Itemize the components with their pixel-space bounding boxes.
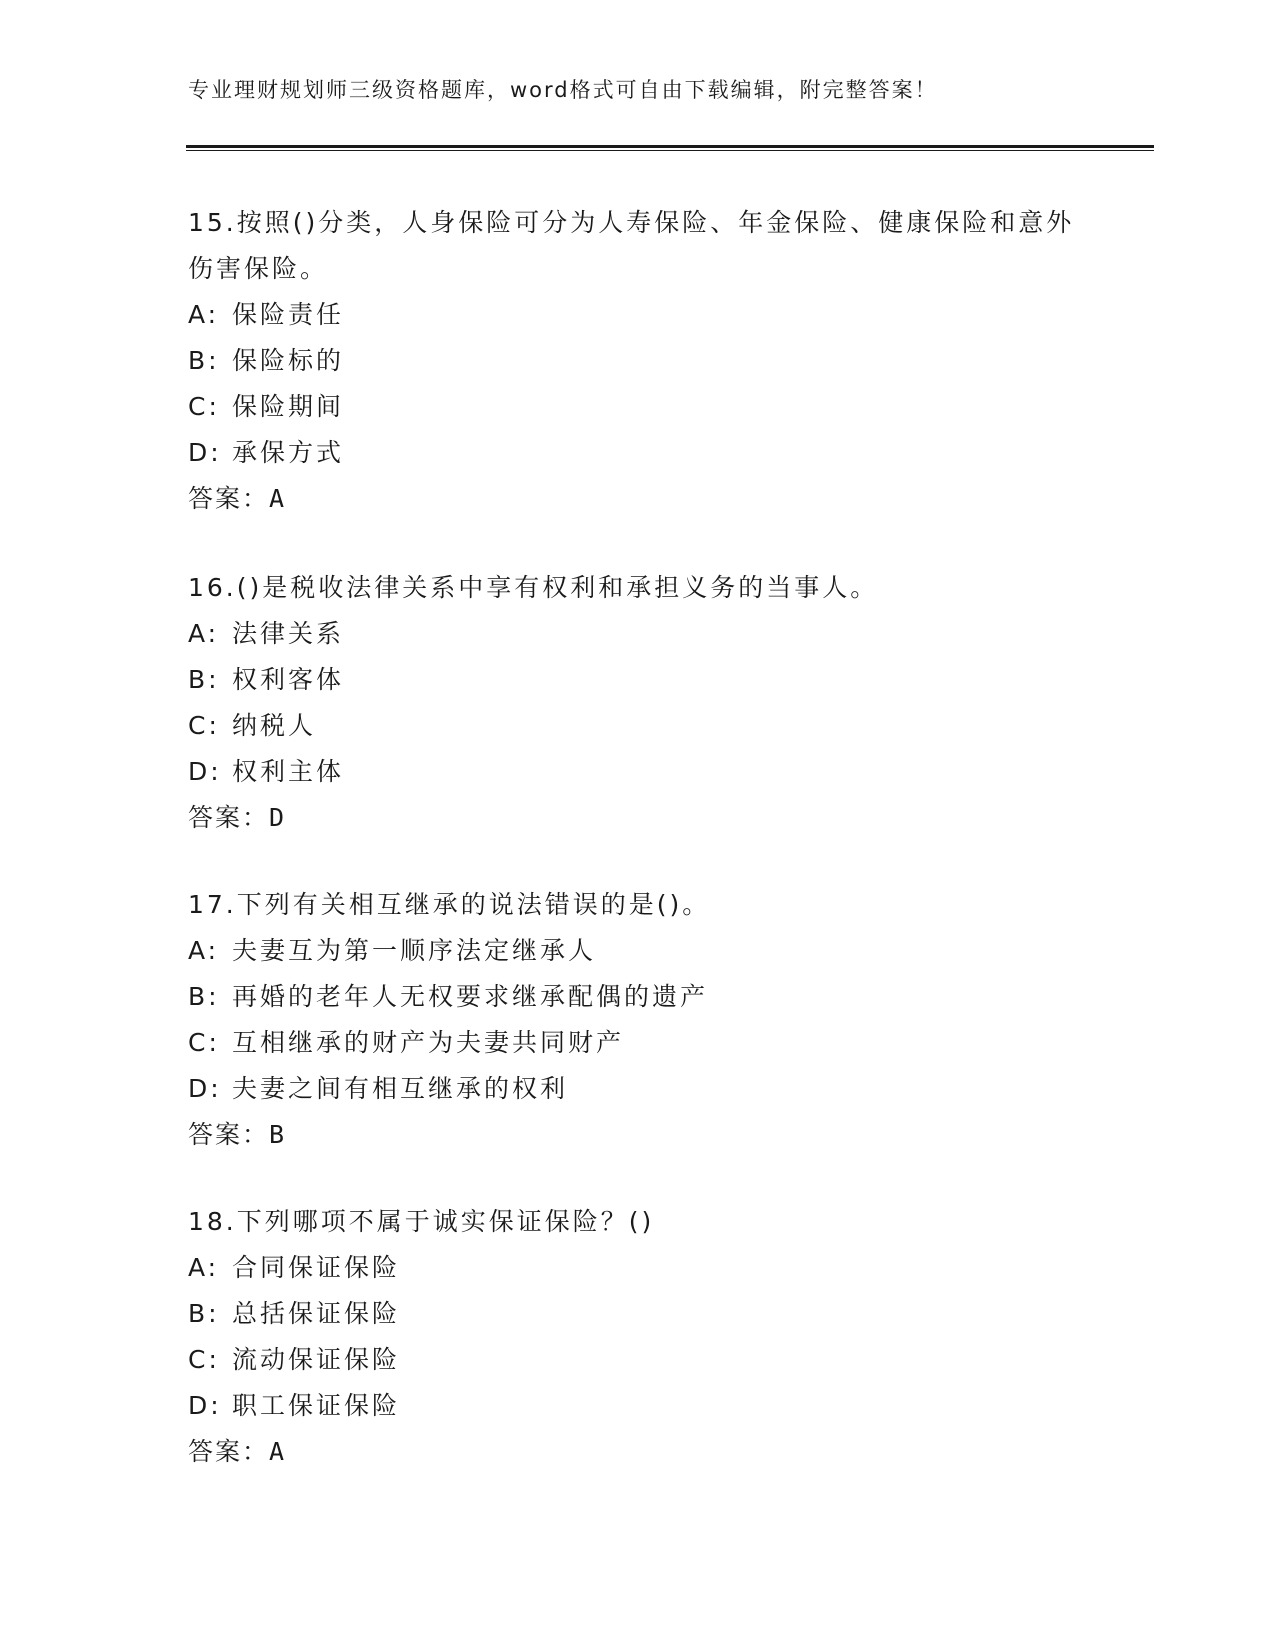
option-text: 权利客体 (232, 665, 345, 694)
page-header: 专业理财规划师三级资格题库，word格式可自由下载编辑，附完整答案！ (188, 78, 938, 102)
option-d (188, 430, 1088, 476)
answer-value: A (269, 484, 287, 513)
question-18 (188, 1199, 1088, 1475)
option-key: D: (188, 1074, 222, 1103)
option-text: 总括保证保险 (232, 1299, 401, 1328)
option-text: 保险期间 (232, 392, 345, 421)
option-b (188, 657, 1088, 703)
option-text: 再婚的老年人无权要求继承配偶的遗产 (232, 982, 709, 1011)
question-16 (188, 565, 1088, 841)
option-text: 夫妻互为第一顺序法定继承人 (232, 936, 597, 965)
question-stem: 17.下列有关相互继承的说法错误的是()。 (188, 890, 711, 919)
option-key: B: (188, 346, 220, 375)
option-key: D: (188, 757, 222, 786)
answer-label: 答案： (188, 484, 270, 513)
option-key: B: (188, 982, 220, 1011)
answer-label: 答案： (188, 1120, 270, 1149)
option-key: A: (188, 1253, 220, 1282)
option-text: 权利主体 (232, 757, 345, 786)
option-a (188, 1245, 1088, 1291)
question-stem: 16.()是税收法律关系中享有权利和承担义务的当事人。 (188, 573, 879, 602)
header-divider-thin (186, 150, 1154, 151)
option-c (188, 703, 1088, 749)
option-key: C: (188, 711, 220, 740)
option-a (188, 928, 1088, 974)
option-text: 合同保证保险 (232, 1253, 401, 1282)
option-text: 保险标的 (232, 346, 345, 375)
option-b (188, 338, 1088, 384)
option-text: 互相继承的财产为夫妻共同财产 (232, 1028, 625, 1057)
option-key: C: (188, 1028, 220, 1057)
option-text: 职工保证保险 (232, 1391, 401, 1420)
question-17 (188, 882, 1088, 1158)
option-b (188, 974, 1088, 1020)
answer-label: 答案： (188, 803, 270, 832)
option-text: 法律关系 (232, 619, 345, 648)
option-a (188, 292, 1088, 338)
option-key: A: (188, 300, 220, 329)
option-d (188, 1383, 1088, 1429)
option-b (188, 1291, 1088, 1337)
answer-line (188, 795, 1088, 841)
option-c (188, 1337, 1088, 1383)
answer-line (188, 1429, 1088, 1475)
header-divider-thick (186, 145, 1154, 148)
option-c (188, 384, 1088, 430)
option-key: A: (188, 936, 220, 965)
option-text: 承保方式 (232, 438, 345, 467)
option-key: C: (188, 1345, 220, 1374)
option-key: A: (188, 619, 220, 648)
option-d (188, 1066, 1088, 1112)
option-text: 纳税人 (232, 711, 317, 740)
answer-line (188, 1112, 1088, 1158)
option-key: D: (188, 438, 222, 467)
answer-line (188, 476, 1088, 522)
question-15 (188, 200, 1088, 522)
option-key: B: (188, 1299, 220, 1328)
option-c (188, 1020, 1088, 1066)
option-key: C: (188, 392, 220, 421)
question-stem: 15.按照()分类，人身保险可分为人寿保险、年金保险、健康保险和意外伤害保险。 (188, 208, 1075, 283)
answer-value: A (269, 1437, 287, 1466)
question-stem: 18.下列哪项不属于诚实保证保险？() (188, 1207, 655, 1236)
option-key: D: (188, 1391, 222, 1420)
option-d (188, 749, 1088, 795)
answer-value: D (269, 803, 287, 832)
answer-label: 答案： (188, 1437, 270, 1466)
option-text: 夫妻之间有相互继承的权利 (232, 1074, 569, 1103)
option-text: 流动保证保险 (232, 1345, 401, 1374)
option-key: B: (188, 665, 220, 694)
option-a (188, 611, 1088, 657)
answer-value: B (269, 1120, 287, 1149)
option-text: 保险责任 (232, 300, 345, 329)
